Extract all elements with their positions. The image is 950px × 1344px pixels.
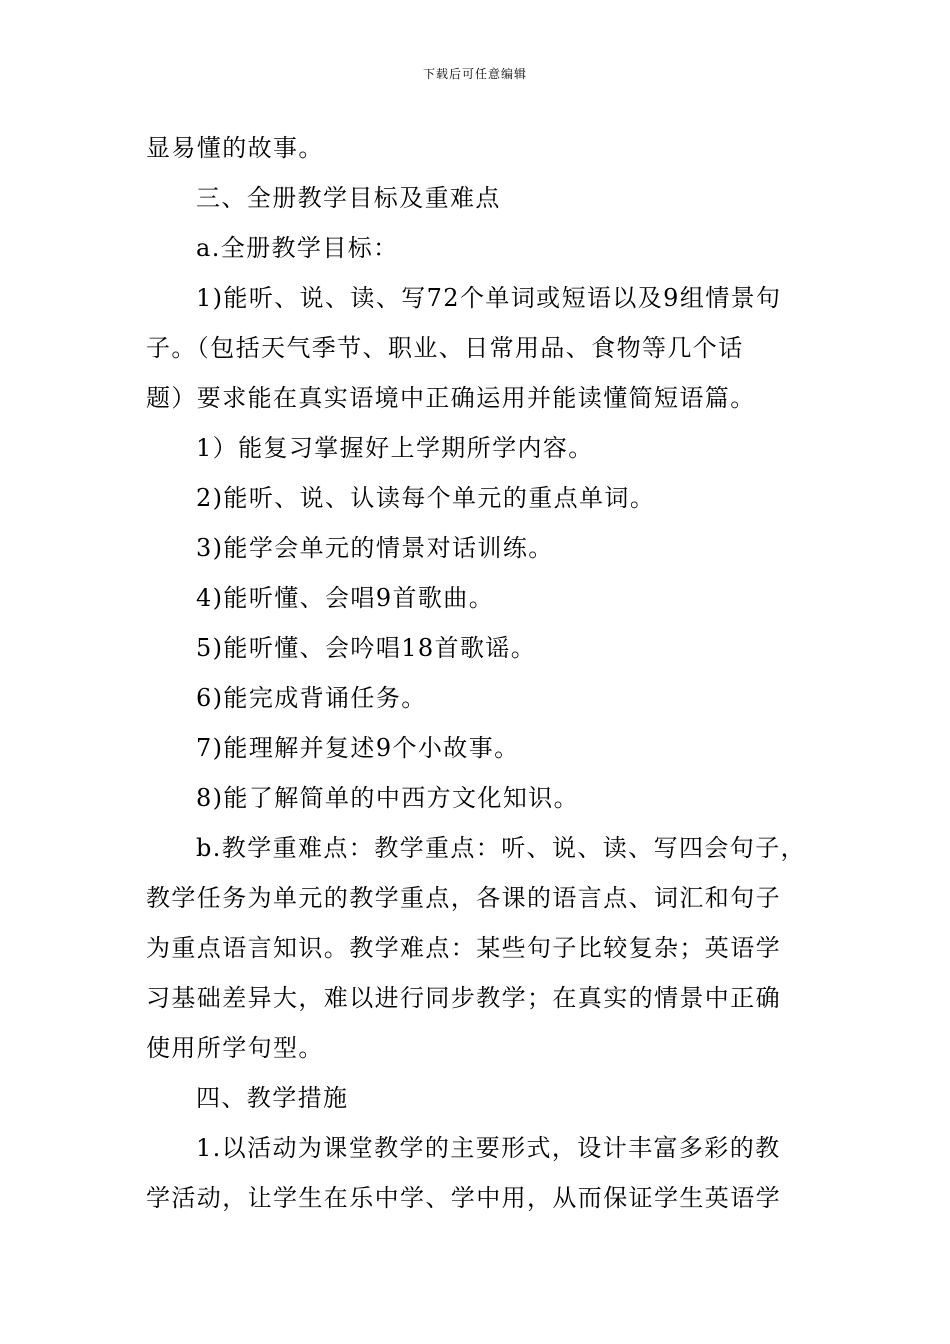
document-body bbox=[146, 123, 818, 1223]
list-item: 3)能学会单元的情景对话训练。 bbox=[196, 534, 554, 562]
page-header: 下载后可任意编辑 bbox=[422, 67, 527, 81]
subsection-heading: a.全册教学目标： bbox=[196, 234, 399, 262]
paragraph-line: 学活动，让学生在乐中学、学中用，从而保证学生英语学 bbox=[146, 1184, 781, 1212]
paragraph-line: 为重点语言知识。教学难点：某些句子比较复杂；英语学 bbox=[146, 934, 781, 962]
list-item: 6)能完成背诵任务。 bbox=[196, 684, 427, 712]
paragraph-line: 显易懂的故事。 bbox=[146, 134, 324, 162]
section-heading: 三、全册教学目标及重难点 bbox=[196, 184, 501, 212]
list-item: 8)能了解简单的中西方文化知识。 bbox=[196, 784, 580, 812]
list-item: 4)能听懂、会唱9首歌曲。 bbox=[196, 584, 495, 612]
paragraph-line: 教学任务为单元的教学重点，各课的语言点、词汇和句子 bbox=[146, 884, 781, 912]
list-item: 1）能复习掌握好上学期所学内容。 bbox=[196, 434, 594, 462]
list-item: 7)能理解并复述9个小故事。 bbox=[196, 734, 520, 762]
list-item: 5)能听懂、会吟唱18首歌谣。 bbox=[196, 634, 537, 662]
paragraph-line: 1)能听、说、读、写72个单词或短语以及9组情景句 bbox=[196, 284, 782, 312]
section-heading: 四、教学措施 bbox=[196, 1084, 349, 1112]
paragraph-line: 题）要求能在真实语境中正确运用并能读懂简短语篇。 bbox=[146, 384, 756, 412]
paragraph-line: 1.以活动为课堂教学的主要形式，设计丰富多彩的教 bbox=[196, 1134, 781, 1162]
list-item: 2)能听、说、认读每个单元的重点单词。 bbox=[196, 484, 656, 512]
paragraph-line: b.教学重难点：教学重点：听、说、读、写四会句子， bbox=[196, 834, 806, 862]
paragraph-line: 子。（包括天气季节、职业、日常用品、食物等几个话 bbox=[146, 334, 744, 362]
paragraph-line: 习基础差异大，难以进行同步教学；在真实的情景中正确 bbox=[146, 984, 781, 1012]
paragraph-line: 使用所学句型。 bbox=[146, 1034, 324, 1062]
